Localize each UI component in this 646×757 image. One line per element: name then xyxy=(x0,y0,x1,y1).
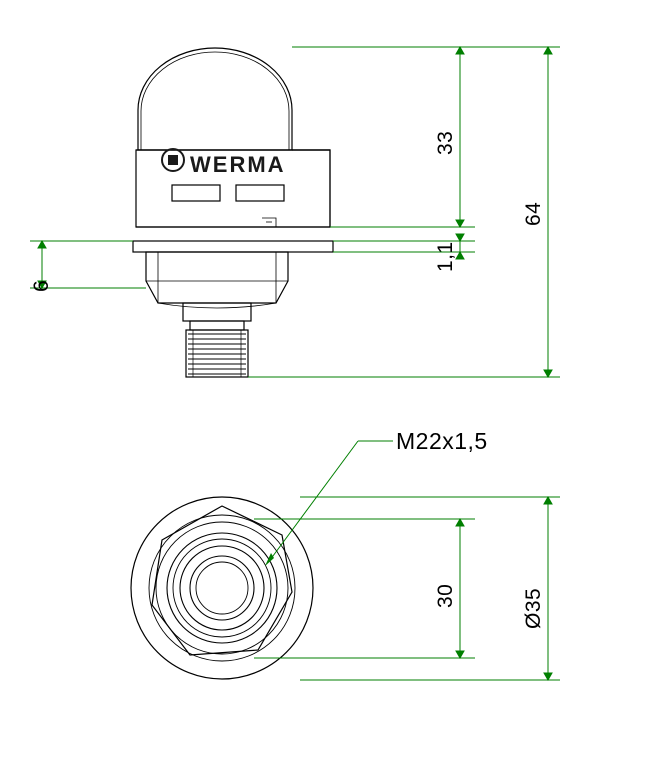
dimension-label-64: 64 xyxy=(522,201,545,226)
side-view-dimensions xyxy=(30,47,560,377)
top-view-dimensions xyxy=(254,497,560,680)
side-view-geometry xyxy=(136,48,330,227)
side-view-connector xyxy=(183,303,251,377)
dimension-label-6: 6 xyxy=(30,279,53,292)
top-view-geometry xyxy=(131,497,313,679)
dimension-label-diameter-35: Ø35 xyxy=(522,587,545,629)
dimension-label-30: 30 xyxy=(434,583,457,608)
side-view-flange xyxy=(133,241,333,252)
brand-label: WERMA xyxy=(190,152,286,177)
dimension-label-1-1: 1,1 xyxy=(434,241,457,272)
thread-callout-label: M22x1,5 xyxy=(396,428,488,454)
werma-logo-icon xyxy=(160,147,186,173)
side-view-hex-nut xyxy=(146,252,288,308)
dimension-label-33: 33 xyxy=(434,130,457,155)
